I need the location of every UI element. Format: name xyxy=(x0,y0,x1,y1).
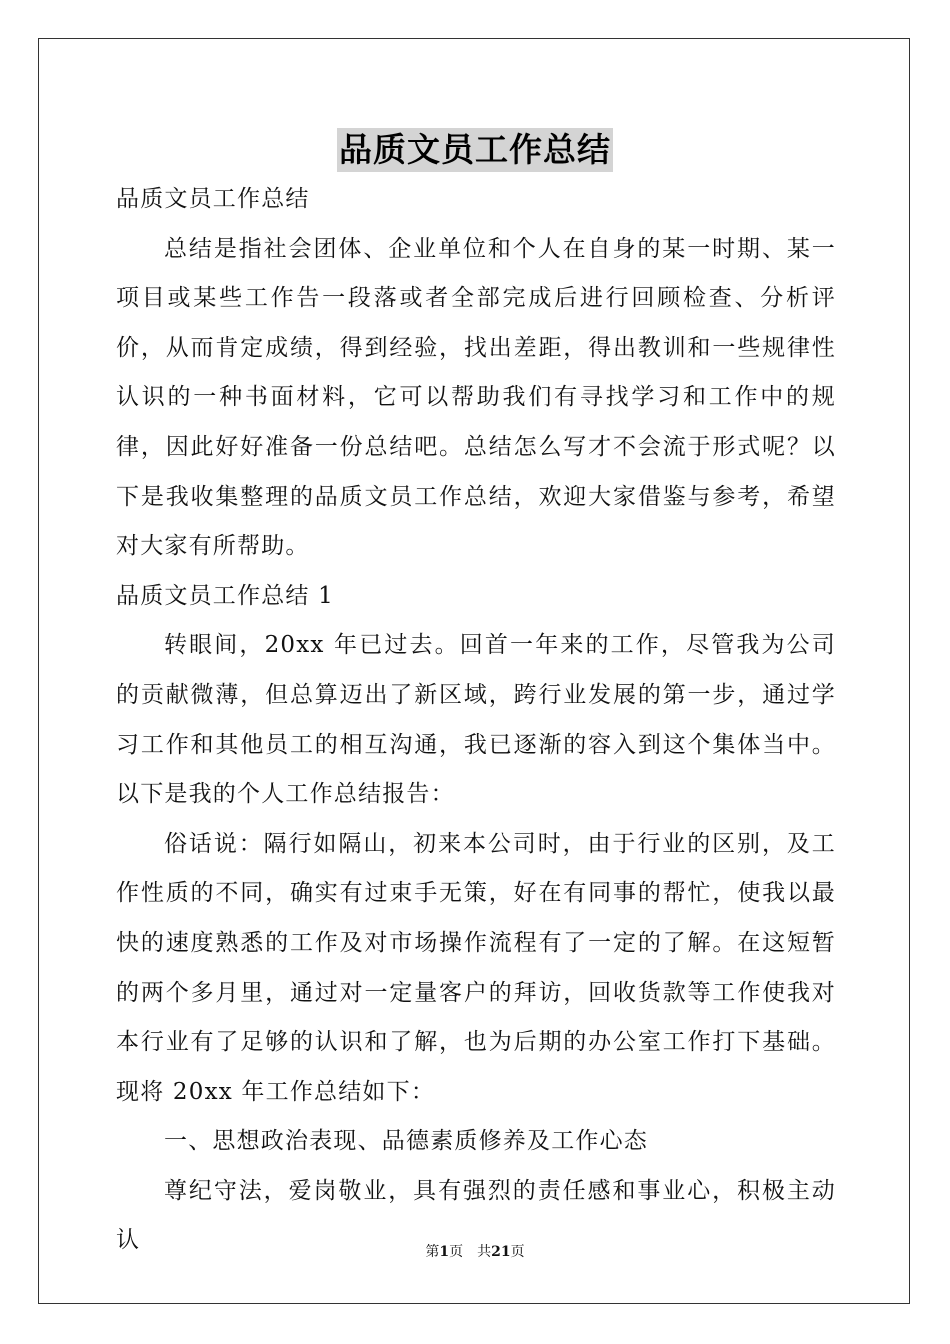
document-title: 品质文员工作总结 xyxy=(337,128,613,172)
page-prefix: 第 xyxy=(425,1244,440,1260)
total-pages: 21 xyxy=(491,1244,511,1260)
page-footer xyxy=(0,1242,950,1262)
document-body xyxy=(116,175,836,1266)
paragraph-intro: 总结是指社会团体、企业单位和个人在自身的某一时期、某一项目或某些工作告一段落或者全部完成后进行回顾检查、分析评价，从而肯定成绩，得到经验，找出差距，得出教训和一些规律性认识的一种书面材料，它可以帮助我们有寻找学习和工作中的规律，因此好好准备一份总结吧。总结怎么写才不会流于形式呢？以下是我收集整理的品质文员工作总结，欢迎大家借鉴与参考，希望对大家有所帮助。 xyxy=(116,235,836,560)
paragraph-subheading: 一、思想政治表现、品德素质修养及工作心态 xyxy=(164,1128,648,1155)
total-prefix: 共 xyxy=(477,1244,492,1260)
page-suffix: 页 xyxy=(449,1244,464,1260)
paragraph-body: 转眼间，20xx 年已过去。回首一年来的工作，尽管我为公司的贡献微薄，但总算迈出了新区域，跨行业发展的第一步，通过学习工作和其他员工的相互沟通，我已逐渐的容入到这个集体当中。以下是我的个人工作总结报告： xyxy=(116,632,836,808)
paragraph-body: 尊纪守法，爱岗敬业，具有强烈的责任感和事业心，积极主动认 xyxy=(116,1177,836,1254)
page-number: 1 xyxy=(439,1244,450,1260)
paragraph-body: 俗话说：隔行如隔山，初来本公司时，由于行业的区别，及工作性质的不同，确实有过束手无策，好在有同事的帮忙，使我以最快的速度熟悉的工作及对市场操作流程有了一定的了解。在这短暂的两个多月里，通过对一定量客户的拜访，回收货款等工作使我对本行业有了足够的认识和了解，也为后期的办公室工作打下基础。现将 20xx 年工作总结如下： xyxy=(116,830,836,1105)
total-suffix: 页 xyxy=(510,1244,525,1260)
paragraph-section-title: 品质文员工作总结 1 xyxy=(116,582,334,609)
paragraph-heading: 品质文员工作总结 xyxy=(116,186,310,212)
title-container xyxy=(0,128,950,172)
